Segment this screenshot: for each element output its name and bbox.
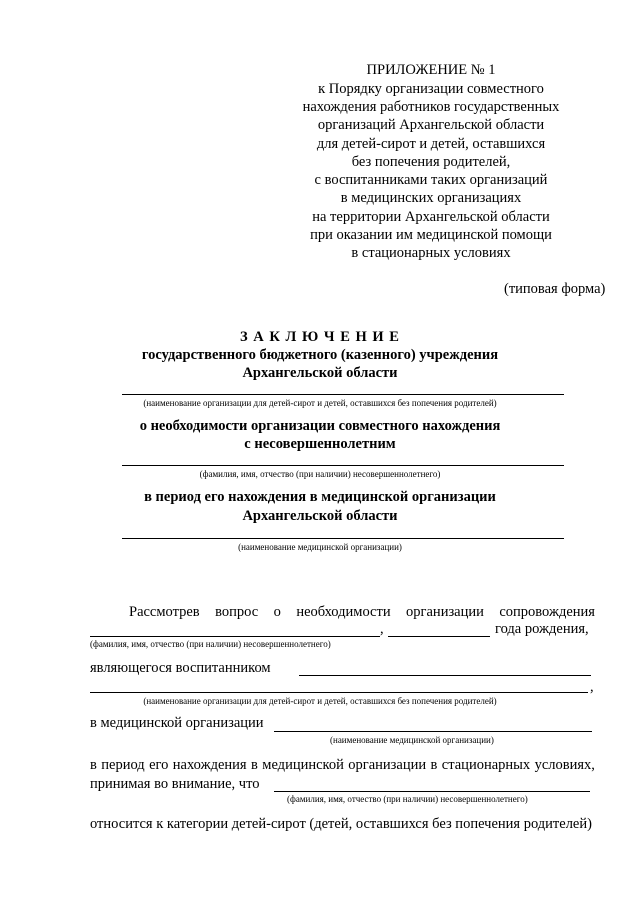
word: организации (348, 757, 427, 773)
word: вопрос (215, 604, 259, 620)
med-org-caption: (наименование медицинской организации) (238, 542, 402, 552)
period-line-1: в период его нахождения в медицинской организации (144, 489, 496, 505)
med-org-blank (122, 538, 564, 539)
word: необходимости (296, 604, 391, 620)
med-org-field-blank (274, 731, 592, 732)
pupil-org-blank-1 (299, 675, 591, 676)
appendix-line: без попечения родителей, (351, 154, 511, 170)
word: медицинской (262, 757, 344, 773)
appendix-line: в медицинских организациях (340, 190, 522, 206)
org-name-blank (122, 394, 564, 395)
considering-minor-caption: (фамилия, имя, отчество (при наличии) несовершеннолетнего) (287, 794, 528, 804)
org-name-caption: (наименование организации для детей-сирот и детей, оставшихся без попечения родителей) (143, 398, 497, 408)
appendix-line: для детей-сирот и детей, оставшихся (316, 136, 546, 152)
comma: , (590, 679, 594, 695)
form-type-label: (типовая форма) (504, 281, 606, 297)
birth-year-label: года рождения, (495, 621, 589, 637)
appendix-line: при оказании им медицинской помощи (310, 227, 552, 243)
minor-fullname-blank (90, 636, 380, 637)
med-org-label: в медицинской организации (90, 715, 264, 731)
appendix-line: с воспитанниками таких организаций (314, 172, 548, 188)
region-line: Архангельской области (242, 365, 398, 381)
appendix-line: на территории Архангельской области (312, 209, 550, 225)
word: нахождения (172, 757, 247, 773)
pupil-org-caption: (наименование организации для детей-сирот и детей, оставшихся без попечения родителей) (143, 696, 497, 706)
paragraph-1-line-1 (129, 605, 595, 620)
word: в (430, 757, 438, 773)
minor-name-blank (122, 465, 564, 466)
appendix-line: нахождения работников государственных (302, 99, 560, 115)
period-line-2: Архангельской области (242, 508, 398, 524)
word: его (149, 757, 169, 773)
word: в (251, 757, 258, 773)
appendix-line: к Порядку организации совместного (318, 81, 544, 97)
considering-label: принимая во внимание, что (90, 776, 260, 792)
comma: , (380, 621, 384, 637)
birth-year-blank (388, 636, 490, 637)
med-org-field-caption: (наименование медицинской организации) (330, 735, 494, 745)
word: Рассмотрев (129, 604, 200, 620)
considering-minor-blank (274, 791, 590, 792)
minor-fullname-caption: (фамилия, имя, отчество (при наличии) несовершеннолетнего) (90, 639, 331, 649)
paragraph-4-line-1 (90, 758, 595, 773)
word: условиях, (534, 757, 595, 773)
pupil-org-blank-2 (90, 692, 588, 693)
document-title: З А К Л Ю Ч Е Н И Е (240, 329, 400, 345)
word: период (101, 757, 145, 773)
word: о (273, 604, 281, 620)
word: в (90, 757, 97, 773)
appendix-line: организаций Архангельской области (317, 117, 545, 133)
minor-name-caption: (фамилия, имя, отчество (при наличии) несовершеннолетнего) (199, 469, 441, 479)
word: сопровождения (499, 604, 595, 620)
orphan-category-line: относится к категории детей-сирот (детей, оставшихся без попечения родителей) (90, 816, 592, 832)
word: стационарных (441, 757, 531, 773)
word: организации (406, 604, 484, 620)
pupil-of-label: являющегося воспитанником (90, 660, 271, 676)
institution-type-line: государственного бюджетного (казенного) учреждения (141, 347, 499, 363)
appendix-line: ПРИЛОЖЕНИЕ № 1 (366, 62, 496, 78)
subject-line-1: о необходимости организации совместного нахождения (139, 418, 501, 434)
appendix-line: в стационарных условиях (351, 245, 511, 261)
subject-line-2: с несовершеннолетним (244, 436, 396, 452)
